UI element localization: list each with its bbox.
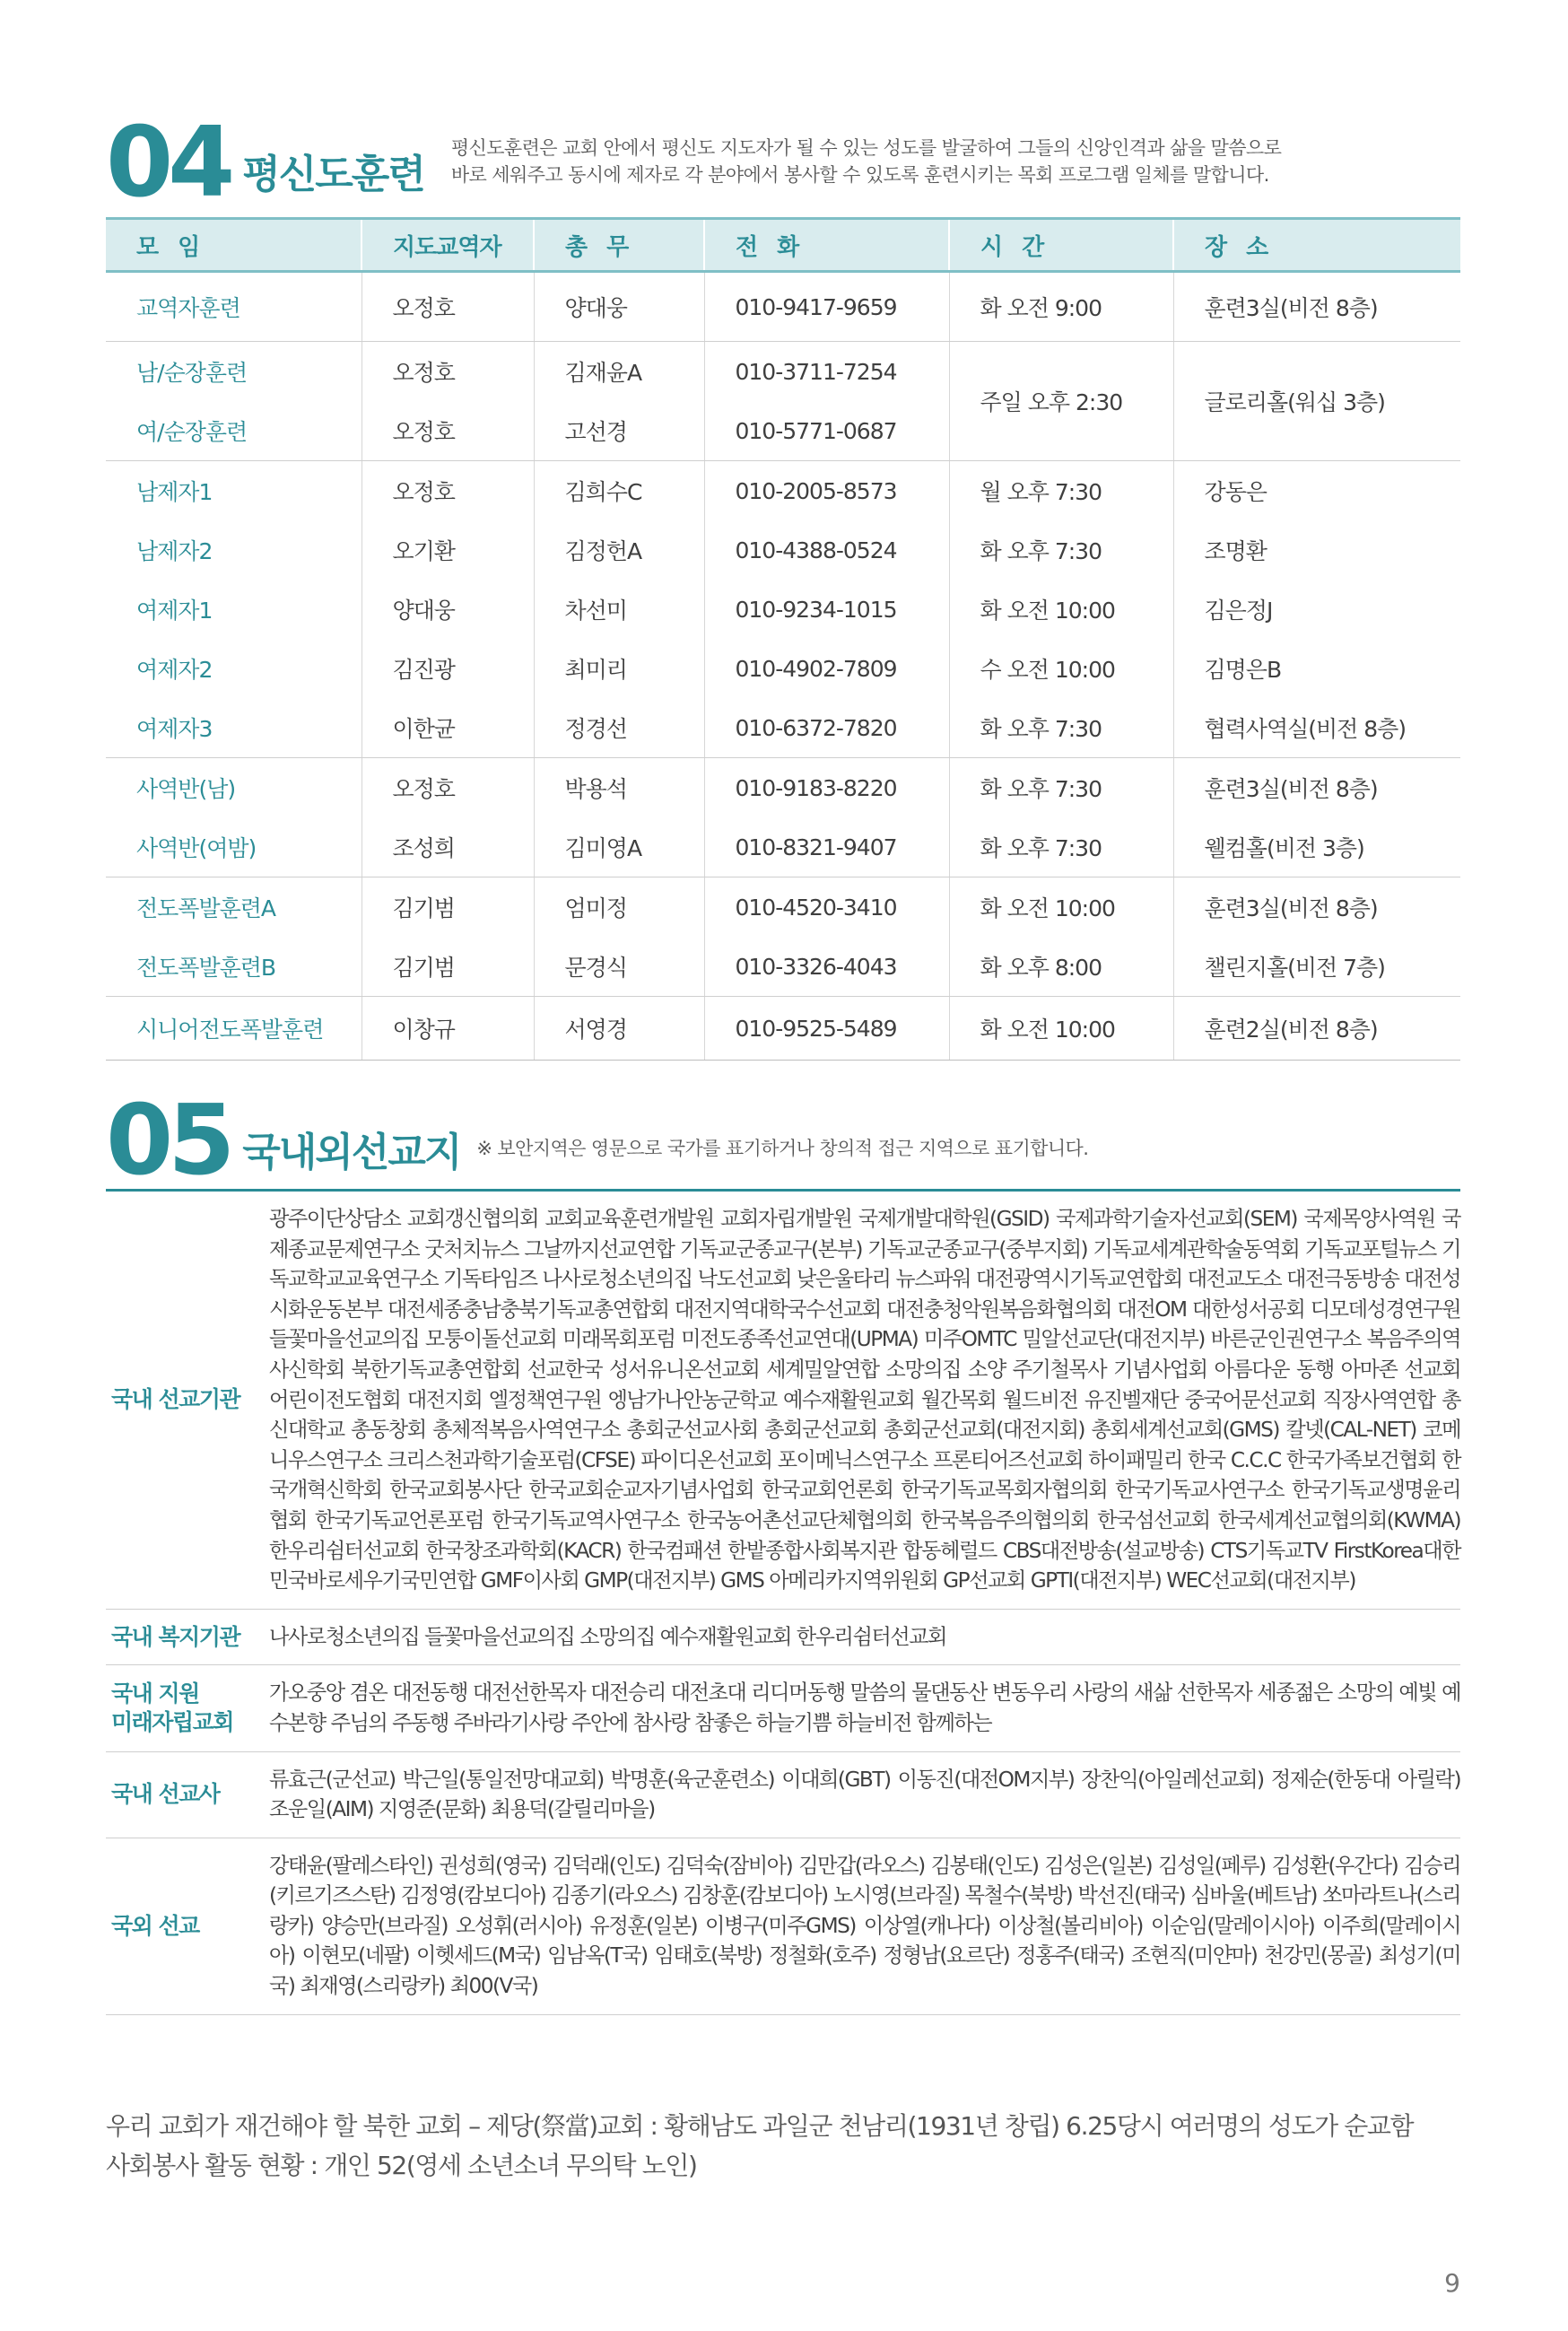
category-label — [106, 1665, 269, 1751]
table-cell: 010-8321-9407 — [704, 817, 949, 877]
table-cell: 고선경 — [534, 401, 704, 461]
table-row — [106, 272, 1460, 342]
category-text: 류효근(군선교) 박근일(통일전망대교회) 박명훈(육군훈련소) 이대희(GBT) 이동진(대전OM지부) 장찬익(아일레선교회) 정제순(한동대 아릴락) 조운일(AIM) 지영준(문화) 최용덕(갈릴리마을) — [269, 1751, 1460, 1838]
footer-line: 우리 교회가 재건해야 할 북한 교회 – 제당(祭當)교회 : 황해남도 과일군 천남리(1931년 창립) 6.25당시 여러명의 성도가 순교함 — [106, 2111, 1414, 2141]
table-cell: 010-4902-7809 — [704, 639, 949, 698]
training-table — [106, 217, 1460, 1061]
section-number: 04 — [106, 107, 231, 219]
table-cell: 정경선 — [534, 698, 704, 758]
table-cell: 양대웅 — [534, 272, 704, 342]
table-cell: 김진광 — [362, 639, 534, 698]
table-cell: 여제자1 — [136, 598, 213, 624]
table-cell: 010-5771-0687 — [704, 401, 949, 461]
table-cell: 이창규 — [362, 997, 534, 1061]
table-cell: 박용석 — [534, 758, 704, 818]
table-cell: 화 오후 7:30 — [949, 758, 1173, 818]
table-cell: 오정호 — [362, 461, 534, 521]
table-cell: 화 오후 7:30 — [949, 817, 1173, 877]
table-cell: 주일 오후 2:30 — [949, 342, 1173, 461]
table-cell: 훈련3실(비전 8층) — [1173, 272, 1460, 342]
table-cell: 이한균 — [362, 698, 534, 758]
table-cell: 여/순장훈련 — [106, 401, 362, 461]
description-line: 바로 세워주고 동시에 제자로 각 분야에서 봉사할 수 있도록 훈련시키는 목회 프로그램 일체를 말합니다. — [450, 164, 1269, 186]
table-row — [106, 1751, 1460, 1838]
table-cell: 화 오전 9:00 — [949, 272, 1173, 342]
table-cell: 화 오전 10:00 — [949, 877, 1173, 938]
table-cell: 글로리홀(워십 3층) — [1173, 342, 1460, 461]
table-cell: 010-4520-3410 — [704, 877, 949, 938]
table-cell: 김재윤A — [534, 342, 704, 402]
table-cell: 남제자1 — [136, 479, 213, 505]
table-cell: 김기범 — [362, 877, 534, 938]
table-cell: 남제자2 — [136, 538, 213, 564]
section-note: ※ 보안지역은 영문으로 국가를 표기하거나 창의적 접근 지역으로 표기합니다. — [476, 1138, 1089, 1159]
table-row — [106, 580, 1460, 639]
table-row — [106, 639, 1460, 698]
table-cell: 010-6372-7820 — [704, 698, 949, 758]
table-cell: 김기범 — [362, 937, 534, 997]
table-cell: 웰컴홀(비전 3층) — [1173, 817, 1460, 877]
table-cell: 오정호 — [362, 272, 534, 342]
table-cell: 훈련3실(비전 8층) — [1173, 877, 1460, 938]
column-header: 모 임 — [106, 219, 362, 272]
table-cell: 화 오후 7:30 — [949, 520, 1173, 580]
table-cell: 사역반(남) — [136, 776, 236, 802]
table-cell: 화 오전 10:00 — [949, 580, 1173, 639]
table-row — [106, 1191, 1460, 1610]
table-cell: 010-3326-4043 — [704, 937, 949, 997]
column-header: 전 화 — [704, 219, 949, 272]
table-cell: 여제자2 — [136, 657, 213, 683]
table-row — [106, 997, 1460, 1061]
table-row — [106, 1665, 1460, 1751]
page-number: 9 — [1444, 2268, 1460, 2298]
table-cell: 여제자3 — [106, 698, 362, 758]
table-cell: 차선미 — [534, 580, 704, 639]
category-label: 국내 선교사 — [106, 1751, 269, 1838]
table-cell: 시니어전도폭발훈련 — [106, 997, 362, 1061]
table-cell: 화 오전 10:00 — [949, 997, 1173, 1061]
category-label-line: 국내 지원 — [111, 1680, 199, 1707]
table-cell: 오정호 — [362, 758, 534, 818]
table-row — [106, 1609, 1460, 1665]
table-cell: 화 오후 8:00 — [949, 937, 1173, 997]
table-cell: 조성희 — [362, 817, 534, 877]
table-cell: 010-4388-0524 — [704, 520, 949, 580]
category-label: 국외 선교 — [106, 1838, 269, 2014]
table-row — [106, 937, 1460, 997]
table-cell: 010-9525-5489 — [704, 997, 949, 1061]
column-header: 총 무 — [534, 219, 704, 272]
table-row — [106, 758, 1460, 818]
table-cell: 010-9183-8220 — [704, 758, 949, 818]
table-cell: 010-2005-8573 — [704, 461, 949, 521]
category-text: 광주이단상담소 교회갱신협의회 교회교육훈련개발원 교회자립개발원 국제개발대학원(GSID) 국제과학기술자선교회(SEM) 국제목양사역원 국제종교문제연구소 굿처치뉴스 그날까지선교연합 기독교군종교구(본부) 기독교군종교구(중부지회) 기독교세계관학술동역회 기독교포털뉴스 기독교학교교육연구소 기독타임즈 나사로청소년의집 낙도선교회 낮은울타리 뉴스파워 대전광역시기독교연합회 대전교도소 대전극동방송 대전성시화운동본부 대전세종충남충북기독교총연합회 대전지역대학국수선교회 대전충청악원복음화협의회 대전OM 대한성서공회 디모데성경연구원 들꽃마을선교의집 모퉁이돌선교회 미래목회포럼 미전도종족선교연대(UPMA) 미주OMTC 밀알선교단(대전지부) 바른군인권연구소 복음주의역사신학회 북한기독교총연합회 선교한국 성서유니온선교회 세계밀알연합 소망의집 소양 주기철목사 기념사업회 아름다운 동행 아마존 선교회 어린이전도협회 대전지회 엘정책연구원 엥남가나안농군학교 예수재활원교회 월간목회 월드비전 유진벨재단 중국어문선교회 직장사역연합 총신대학교 총동창회 총체적복음사역연구소 총회군선교사회 총회군선교회 총회군선교회(대전지회) 총회세계선교회(GMS) 칼넷(CAL-NET) 코메니우스연구소 크리스천과학기술포럼(CFSE) 파이디온선교회 포이메닉스연구소 프론티어즈선교회 하이패밀리 한국 C.C.C 한국가족보건협회 한국개혁신학회 한국교회봉사단 한국교회순교자기념사업회 한국교회언론회 한국기독교목회자협의회 한국기독교사연구소 한국기독교생명윤리협회 한국기독교언론포럼 한국기독교역사연구소 한국농어촌선교단체협의회 한국복음주의협의회 한국섬선교회 한국세계선교협의회(KWMA) 한우리쉼터선교회 한국창조과학회(KACR) 한국컴패션 한밭종합사회복지관 합동헤럴드 CBS대전방송(설교방송) CTS기독교TV FirstKorea대한민국바로세우기국민연합 GMF이사회 GMP(대전지부) GMS 아메리카지역위원회 GP선교회 GPTI(대전지부) WEC선교회(대전지부) — [269, 1191, 1460, 1610]
table-row — [106, 461, 1460, 521]
table-cell: 남/순장훈련 — [136, 360, 248, 386]
table-row — [106, 877, 1460, 938]
table-cell: 010-9234-1015 — [704, 580, 949, 639]
table-cell: 문경식 — [534, 937, 704, 997]
description-line: 평신도훈련은 교회 안에서 평신도 지도자가 될 수 있는 성도를 발굴하여 그들의 신앙인격과 삶을 말씀으로 — [450, 137, 1282, 159]
table-cell: 전도폭발훈련A — [136, 895, 276, 921]
table-cell: 월 오후 7:30 — [949, 461, 1173, 521]
table-cell: 김은정J — [1173, 580, 1460, 639]
table-cell: 오기환 — [362, 520, 534, 580]
table-cell: 전도폭발훈련B — [106, 937, 362, 997]
table-row — [106, 817, 1460, 877]
section-description — [424, 135, 1281, 188]
column-header: 시 간 — [949, 219, 1173, 272]
table-cell: 김희수C — [534, 461, 704, 521]
footer-notes — [106, 2107, 1413, 2186]
table-cell: 오정호 — [362, 401, 534, 461]
table-cell: 조명환 — [1173, 520, 1460, 580]
category-label-line: 미래자립교회 — [111, 1708, 233, 1735]
category-text: 강태윤(팔레스타인) 권성희(영국) 김덕래(인도) 김덕숙(잠비아) 김만갑(라오스) 김봉태(인도) 김성은(일본) 김성일(페루) 김성환(우간다) 김승리(키르기즈스탄) 김정영(캄보디아) 김종기(라오스) 김창훈(캄보디아) 노시영(브라질) 목철수(북방) 박선진(태국) 심바울(베트남) 쏘마라트나(스리랑카) 양승만(브라질) 오성휘(러시아) 유정훈(일본) 이병구(미주GMS) 이상열(캐나다) 이상철(볼리비아) 이순임(말레이시아) 이주희(말레이시아) 이현모(네팔) 이헷세드(M국) 임남옥(T국) 임태호(북방) 정철화(호주) 정형남(요르단) 정홍주(태국) 조현직(미얀마) 천강민(몽골) 최성기(미국) 최재영(스리랑카) 최00(V국) — [269, 1838, 1460, 2014]
table-cell: 010-9417-9659 — [704, 272, 949, 342]
column-header: 지도교역자 — [362, 219, 534, 272]
table-row — [106, 520, 1460, 580]
table-cell: 김미영A — [534, 817, 704, 877]
section-05-header — [106, 1085, 1089, 1197]
mission-table — [106, 1189, 1460, 2015]
table-cell: 010-3711-7254 — [704, 342, 949, 402]
table-cell: 챌린지홀(비전 7층) — [1173, 937, 1460, 997]
category-label: 국내 복지기관 — [106, 1609, 269, 1665]
table-cell: 오정호 — [362, 342, 534, 402]
section-title: 국내외선교지 — [242, 1130, 461, 1175]
section-number: 05 — [106, 1085, 231, 1197]
table-cell: 수 오전 10:00 — [949, 639, 1173, 698]
table-cell: 사역반(여밤) — [106, 817, 362, 877]
table-cell: 화 오후 7:30 — [949, 698, 1173, 758]
category-text: 나사로청소년의집 들꽃마을선교의집 소망의집 예수재활원교회 한우리쉼터선교회 — [269, 1609, 1460, 1665]
table-cell: 양대웅 — [362, 580, 534, 639]
column-header: 장 소 — [1173, 219, 1460, 272]
table-row — [106, 342, 1460, 402]
table-row — [106, 1838, 1460, 2014]
section-04-header — [106, 107, 1282, 219]
table-cell: 교역자훈련 — [106, 272, 362, 342]
table-cell: 김명은B — [1173, 639, 1460, 698]
table-cell: 최미리 — [534, 639, 704, 698]
table-cell: 훈련2실(비전 8층) — [1173, 997, 1460, 1061]
category-label: 국내 선교기관 — [106, 1191, 269, 1610]
table-cell: 훈련3실(비전 8층) — [1173, 758, 1460, 818]
table-cell: 엄미정 — [534, 877, 704, 938]
table-row — [106, 698, 1460, 758]
table-cell: 강동은 — [1173, 461, 1460, 521]
section-title: 평신도훈련 — [242, 152, 424, 197]
table-header-row — [106, 219, 1460, 272]
table-cell: 서영경 — [534, 997, 704, 1061]
footer-line: 사회봉사 활동 현황 : 개인 52(영세 소년소녀 무의탁 노인) — [106, 2151, 697, 2180]
table-cell: 협력사역실(비전 8층) — [1173, 698, 1460, 758]
category-text: 가오중앙 겸온 대전동행 대전선한목자 대전승리 대전초대 리디머동행 말씀의 물댄동산 변동우리 사랑의 새삶 선한목자 세종젊은 소망의 예빛 예수본향 주님의 주동행 주바라기사랑 주안에 참사랑 참좋은 하늘기쁨 하늘비전 함께하는 — [269, 1665, 1460, 1751]
table-cell: 김정헌A — [534, 520, 704, 580]
